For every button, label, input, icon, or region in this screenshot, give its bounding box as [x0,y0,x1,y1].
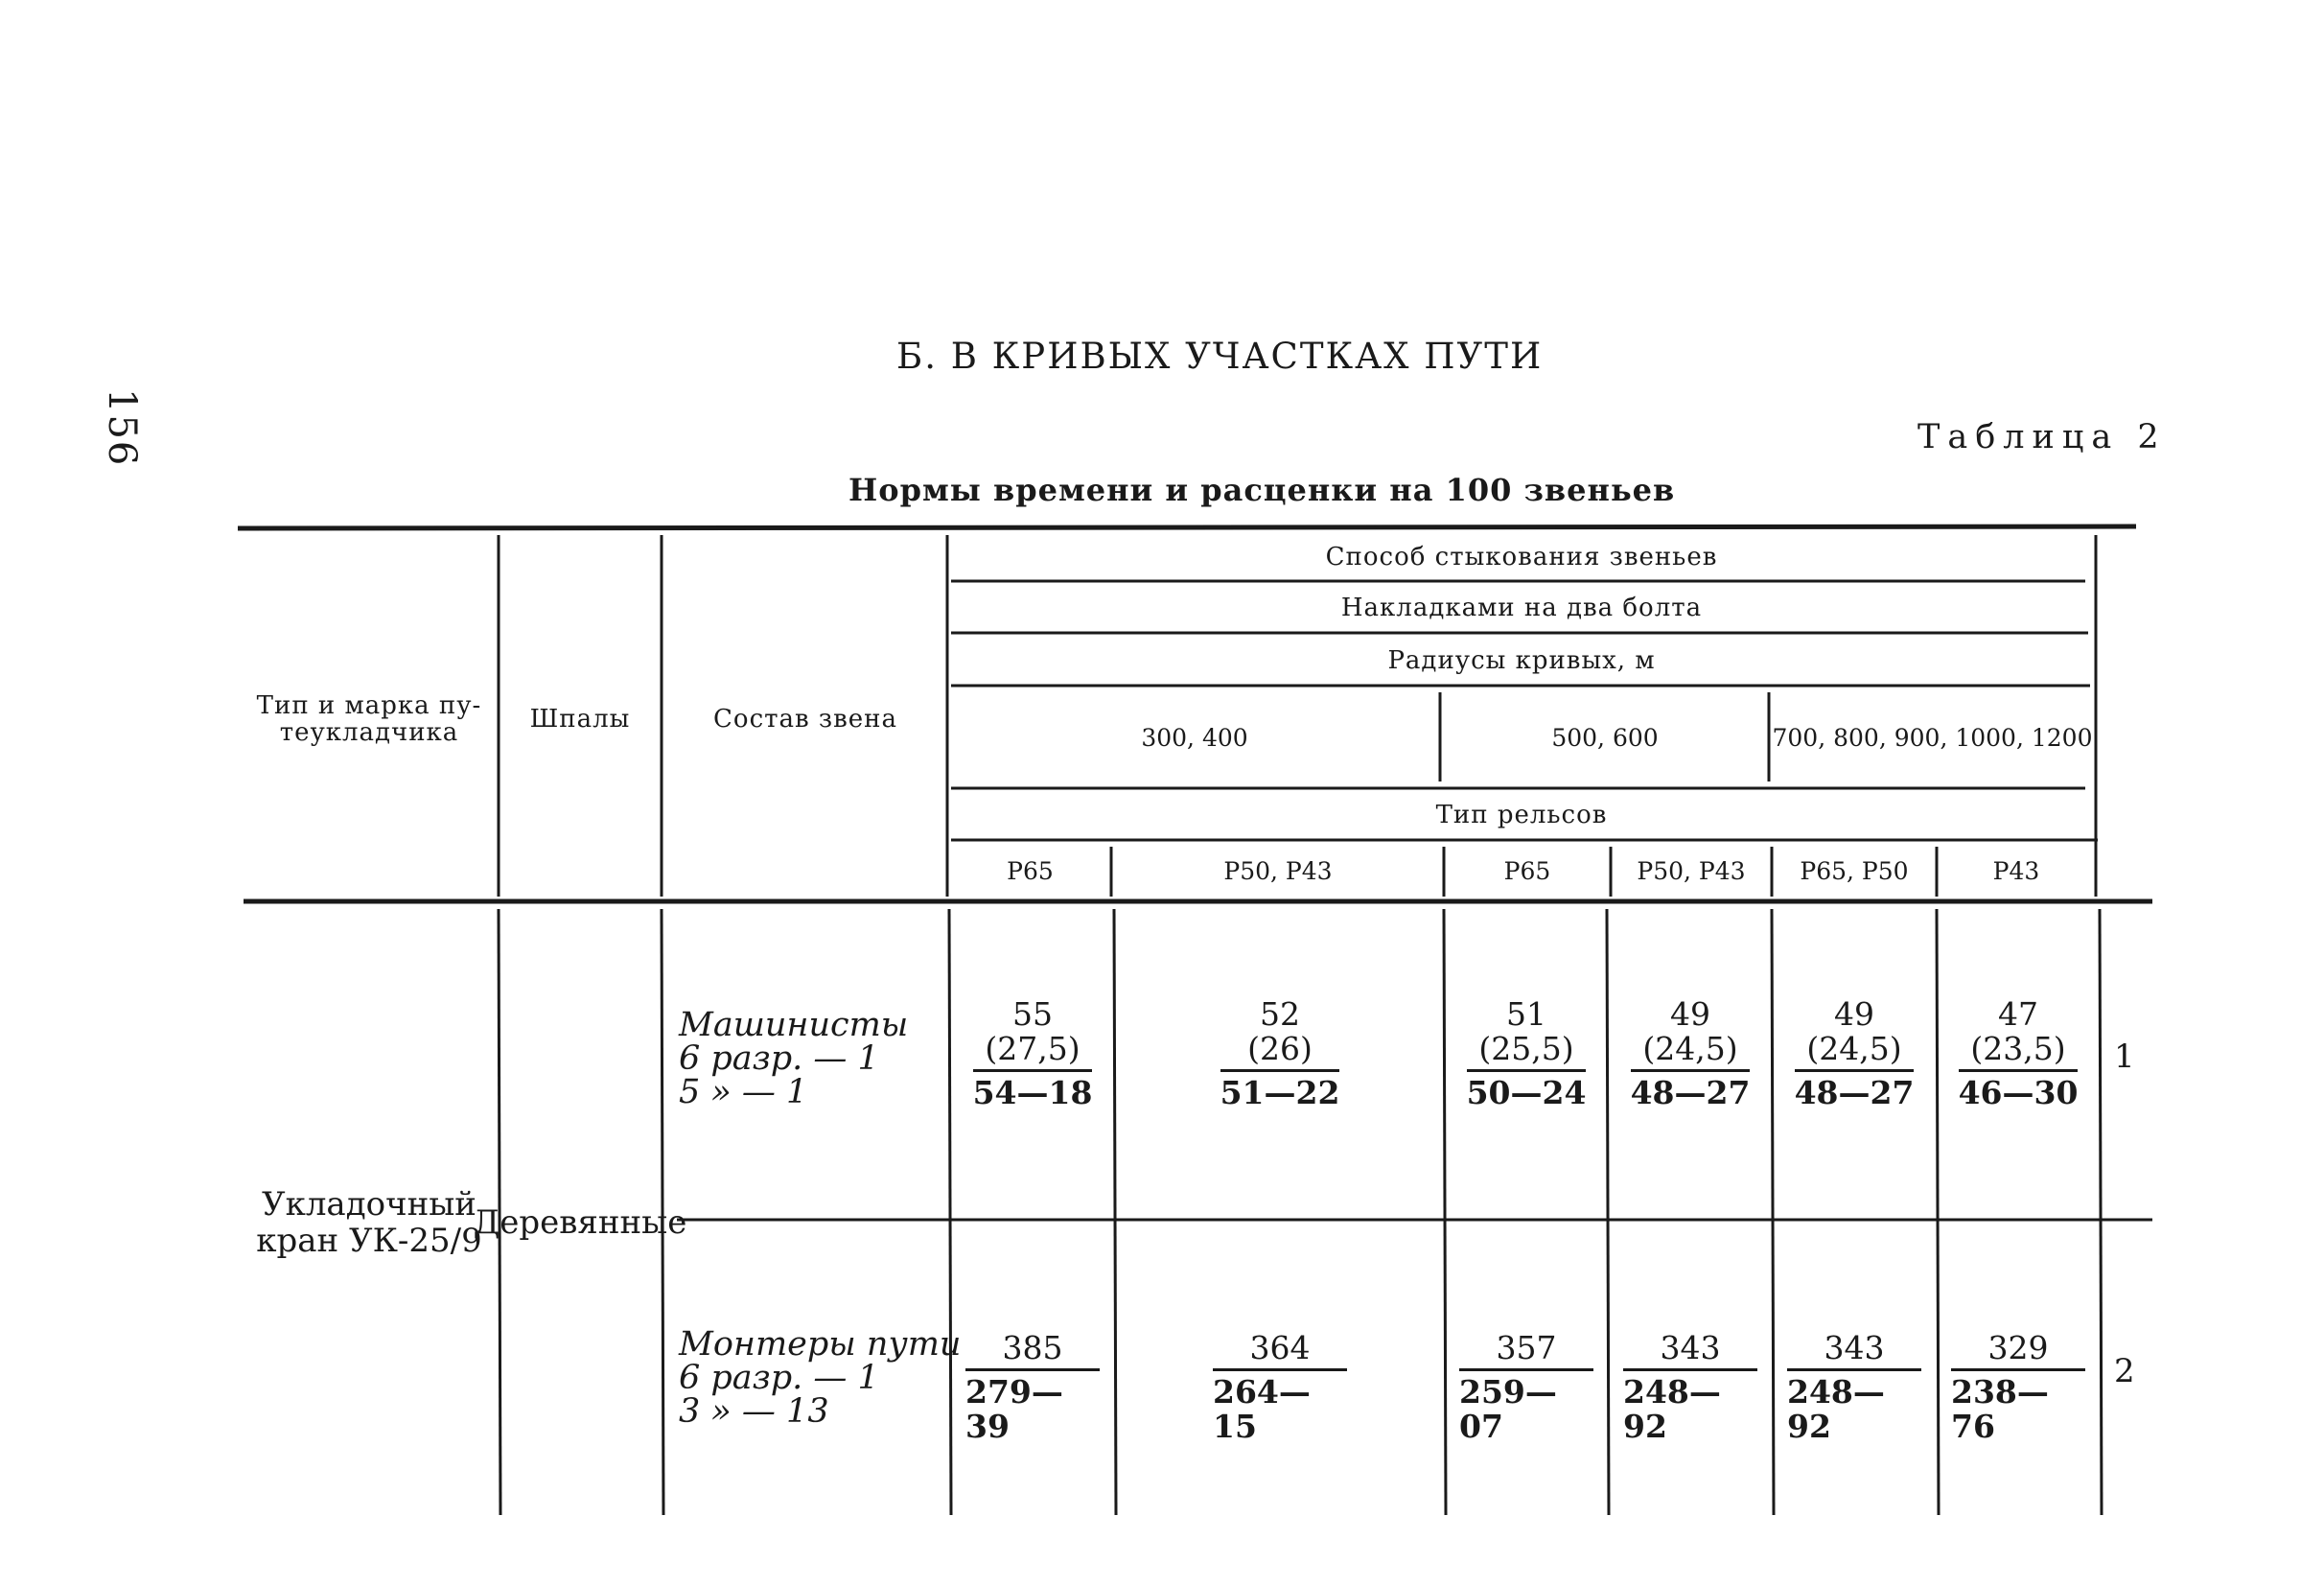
header-composition: Состав звена [713,705,897,734]
norm-cell [1213,997,1347,1110]
rail-type: Р65 [1503,856,1551,885]
radius-group: 500, 600 [1551,724,1659,752]
composition-title: Монтеры пути [679,1325,962,1364]
price-value: 46—30 [1959,1069,2079,1110]
section-title: Б. В КРИВЫХ УЧАСТКАХ ПУТИ [896,336,1544,377]
norm-value: 52 [1260,995,1300,1033]
price-value: 54—18 [973,1069,1093,1110]
norm-cell [1623,1331,1757,1444]
composition-row-1 [679,1006,909,1111]
radius-group: 300, 400 [1141,724,1248,752]
norm-value: 51 [1506,995,1546,1033]
radius-group: 700, 800, 900, 1000, 1200 [1772,724,2093,752]
page-number: 156 [100,388,144,468]
norm-cell [1951,1331,2085,1444]
header-plates: Накладками на два болта [1340,594,1703,622]
norm-value: 343 [1660,1329,1721,1366]
norm-cell [965,997,1100,1110]
header-rail-type: Тип рельсов [1435,800,1608,829]
norm-value: 47 [1998,995,2038,1033]
price-value: 264—15 [1213,1368,1347,1444]
sleepers-type: Деревянные [473,1203,687,1242]
rail-type: Р65, Р50 [1800,856,1909,885]
row-number: 1 [2114,1038,2135,1076]
composition-row-2 [679,1325,962,1431]
norm-paren: (23,5) [1970,1030,2066,1067]
machine-type: Укладочный кран УК-25/9 [256,1185,482,1260]
norm-value: 343 [1824,1329,1885,1366]
price-value: 48—27 [1631,1069,1751,1110]
header-sleepers: Шпалы [529,705,631,734]
price-value: 279—39 [965,1368,1100,1444]
norm-value: 357 [1496,1329,1557,1366]
price-value: 238—76 [1951,1368,2085,1444]
norm-cell [965,1331,1100,1444]
table-label: Таблица 2 [1917,418,2167,456]
norm-cell [1459,1331,1593,1444]
composition-line: 5 » — 1 [679,1073,808,1111]
rail-type: Р50, Р43 [1637,856,1746,885]
price-value: 48—27 [1795,1069,1915,1110]
header-type: Тип и марка пу-теукладчика [256,691,482,747]
norm-value: 49 [1670,995,1710,1033]
row-number: 2 [2114,1352,2135,1390]
rail-type: Р43 [1992,856,2040,885]
header-radii: Радиусы кривых, м [1387,645,1656,675]
norm-cell [1213,1331,1347,1444]
header-joining-method: Способ стыкования звеньев [1325,543,1718,571]
norm-paren: (27,5) [985,1030,1081,1067]
norm-cell [1951,997,2085,1110]
price-value: 51—22 [1220,1069,1340,1110]
norm-value: 55 [1012,995,1053,1033]
rail-type: Р65 [1007,856,1054,885]
norm-cell [1787,997,1921,1110]
rail-type: Р50, Р43 [1223,856,1333,885]
norm-paren: (24,5) [1806,1030,1902,1067]
composition-line: 6 разр. — 1 [679,1039,879,1078]
norm-value: 329 [1987,1329,2049,1366]
norm-cell [1459,997,1593,1110]
norm-value: 364 [1249,1329,1311,1366]
price-value: 259—07 [1459,1368,1593,1444]
norm-paren: (26) [1247,1030,1313,1067]
price-value: 248—92 [1787,1368,1921,1444]
composition-title: Машинисты [679,1006,909,1044]
price-value: 50—24 [1467,1069,1587,1110]
norm-cell [1623,997,1757,1110]
price-value: 248—92 [1623,1368,1757,1444]
composition-line: 3 » — 13 [679,1392,829,1431]
norm-value: 385 [1002,1329,1063,1366]
norm-paren: (24,5) [1642,1030,1738,1067]
norm-paren: (25,5) [1478,1030,1574,1067]
norm-value: 49 [1834,995,1874,1033]
composition-line: 6 разр. — 1 [679,1359,879,1397]
norm-cell [1787,1331,1921,1444]
table-caption: Нормы времени и расценки на 100 звеньев [848,472,1676,508]
